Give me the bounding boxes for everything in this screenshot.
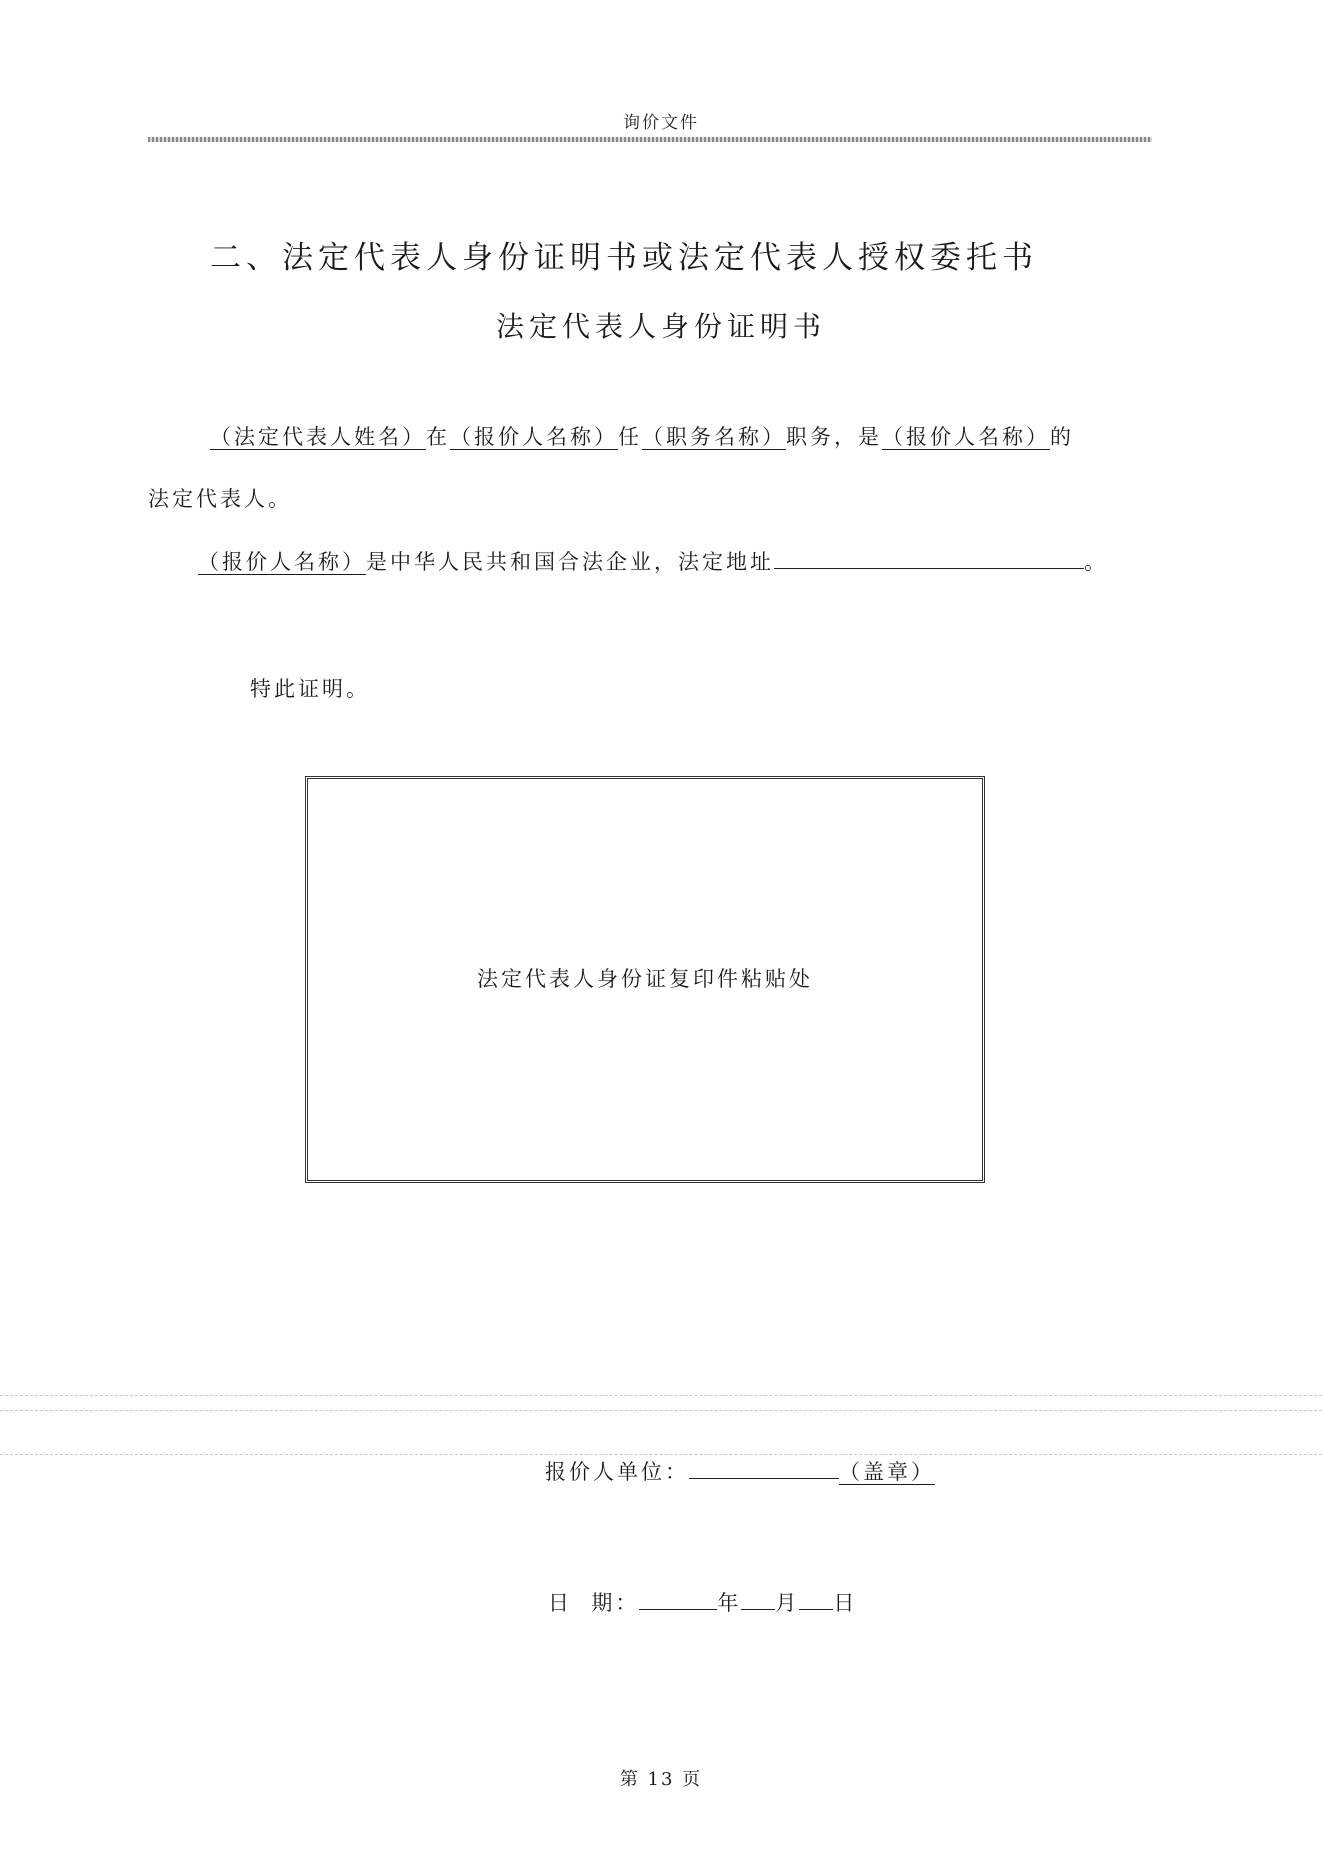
- position-field: （职务名称）: [642, 425, 786, 449]
- bidder-name-field-3: （报价人名称）: [198, 550, 366, 574]
- scan-line: [0, 1395, 1322, 1396]
- paragraph-2: [198, 546, 1108, 576]
- date-label: 日 期：: [548, 1591, 640, 1615]
- header-title: 询价文件: [623, 113, 699, 133]
- day-blank[interactable]: [799, 1608, 833, 1610]
- day-label: 日: [833, 1591, 858, 1615]
- section-title: 二、法定代表人身份证明书或法定代表人授权委托书: [210, 240, 1038, 276]
- certify-text: 特此证明。: [250, 677, 370, 701]
- unit-label: 报价人单位：: [545, 1460, 689, 1484]
- text-of: 的: [1050, 425, 1074, 449]
- header-rule: [148, 137, 1152, 142]
- text-duty: 职务，是: [786, 425, 882, 449]
- year-blank[interactable]: [639, 1608, 717, 1610]
- page-number: 第 13 页: [619, 1769, 703, 1790]
- bidder-name-field: （报价人名称）: [450, 425, 618, 449]
- unit-blank[interactable]: [689, 1477, 839, 1479]
- bidder-name-field-2: （报价人名称）: [882, 425, 1050, 449]
- id-copy-box-label: 法定代表人身份证复印件粘贴处: [477, 967, 813, 991]
- text-hold: 任: [618, 425, 642, 449]
- sub-title: 法定代表人身份证明书: [495, 310, 826, 343]
- rep-name-field: （法定代表人姓名）: [210, 425, 426, 449]
- month-label: 月: [775, 1591, 800, 1615]
- seal-label: （盖章）: [839, 1460, 935, 1484]
- scan-line: [0, 1454, 1322, 1455]
- paragraph-1-line-2: 法定代表人。: [148, 487, 292, 511]
- signoff-date: [548, 1587, 857, 1617]
- scan-line: [0, 1410, 1322, 1411]
- text-at: 在: [426, 425, 450, 449]
- address-blank[interactable]: [774, 567, 1084, 569]
- signoff-unit: [545, 1456, 935, 1486]
- text-legal-enterprise: 是中华人民共和国合法企业，法定地址: [366, 550, 774, 574]
- paragraph-1: [210, 421, 1074, 451]
- month-blank[interactable]: [741, 1608, 775, 1610]
- year-label: 年: [717, 1591, 742, 1615]
- text-period: 。: [1084, 550, 1108, 574]
